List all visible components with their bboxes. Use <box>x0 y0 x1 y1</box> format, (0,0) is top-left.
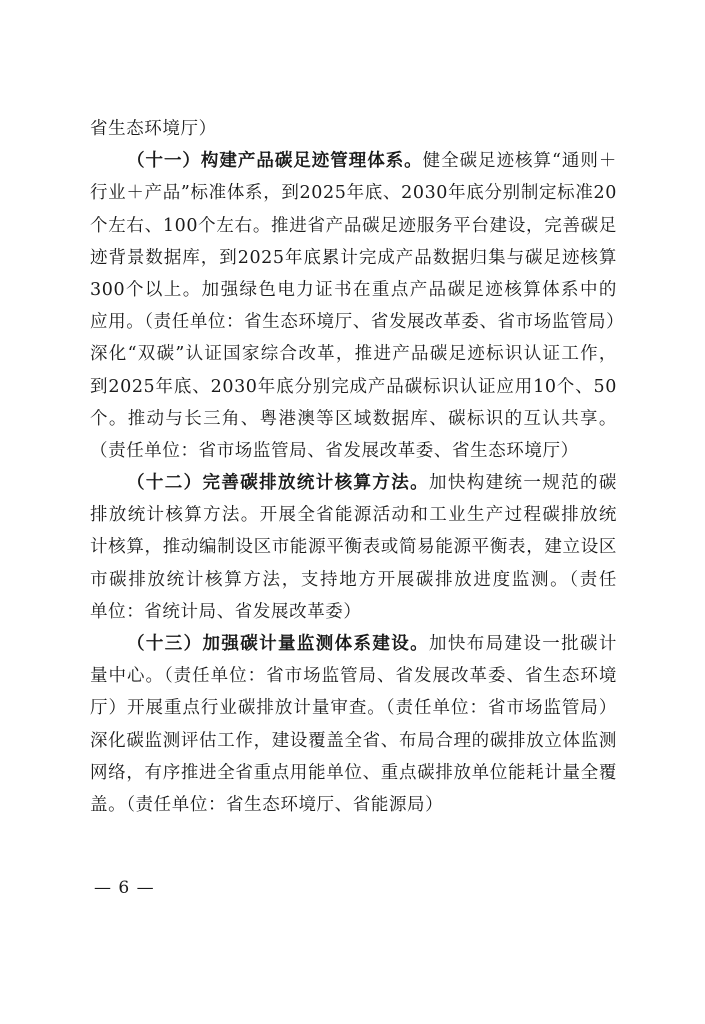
text-line: 深化“双碳”认证国家综合改革，推进产品碳足迹标识认证工作， <box>90 344 617 365</box>
section-heading-line: （十二）完善碳排放统计核算方法。加快构建统一规范的碳 <box>127 473 617 494</box>
text-line: 量中心。（责任单位：省市场监管局、省发展改革委、省生态环境 <box>90 666 617 687</box>
text-line: 计核算，推动编制设区市能源平衡表或简易能源平衡表，建立设区 <box>90 537 617 558</box>
section-heading: （十二）完善碳排放统计核算方法。 <box>127 473 430 494</box>
text-line: 个。推动与长三角、粤港澳等区域数据库、碳标识的互认共享。 <box>90 408 617 429</box>
text-line: 盖。（责任单位：省生态环境厅、省能源局） <box>90 794 444 815</box>
section-heading: （十三）加强碳计量监测体系建设。 <box>127 634 430 654</box>
text-line: 深化碳监测评估工作，建设覆盖全省、布局合理的碳排放立体监测 <box>90 730 617 751</box>
text-line: 应用。（责任单位：省生态环境厅、省发展改革委、省市场监管局） <box>90 312 625 333</box>
section-heading: （十一）构建产品碳足迹管理体系。 <box>127 151 423 172</box>
page-number: — 6 — <box>94 878 155 898</box>
text-line: 300个以上。加强绿色电力证书在重点产品碳足迹核算体系中的 <box>90 279 617 300</box>
text-line: 行业＋产品”标准体系，到2025年底、2030年底分别制定标准20 <box>90 183 617 204</box>
text-line: 排放统计核算方法。开展全省能源活动和工业生产过程碳排放统 <box>90 505 617 526</box>
document-body <box>90 113 625 821</box>
section-heading-line: （十一）构建产品碳足迹管理体系。健全碳足迹核算“通则＋ <box>127 151 617 172</box>
text-line: 迹背景数据库，到2025年底累计完成产品数据归集与碳足迹核算 <box>90 247 617 268</box>
text-line: 单位：省统计局、省发展改革委） <box>90 601 362 622</box>
text-line: 厅）开展重点行业碳排放计量审查。（责任单位：省市场监管局） <box>90 698 617 719</box>
text-line: 省生态环境厅） <box>90 119 217 139</box>
text-line: 到2025年底、2030年底分别完成产品碳标识认证应用10个、50 <box>90 376 617 397</box>
text-line: （责任单位：省市场监管局、省发展改革委、省生态环境厅） <box>90 440 579 461</box>
section-heading-line: （十三）加强碳计量监测体系建设。加快布局建设一批碳计 <box>127 634 617 654</box>
text-line: 市碳排放统计核算方法，支持地方开展碳排放进度监测。（责任 <box>90 569 617 590</box>
text-line: 网络，有序推进全省重点用能单位、重点碳排放单位能耗计量全覆 <box>90 762 617 783</box>
text-line: 个左右、100个左右。推进省产品碳足迹服务平台建设，完善碳足 <box>90 215 617 236</box>
